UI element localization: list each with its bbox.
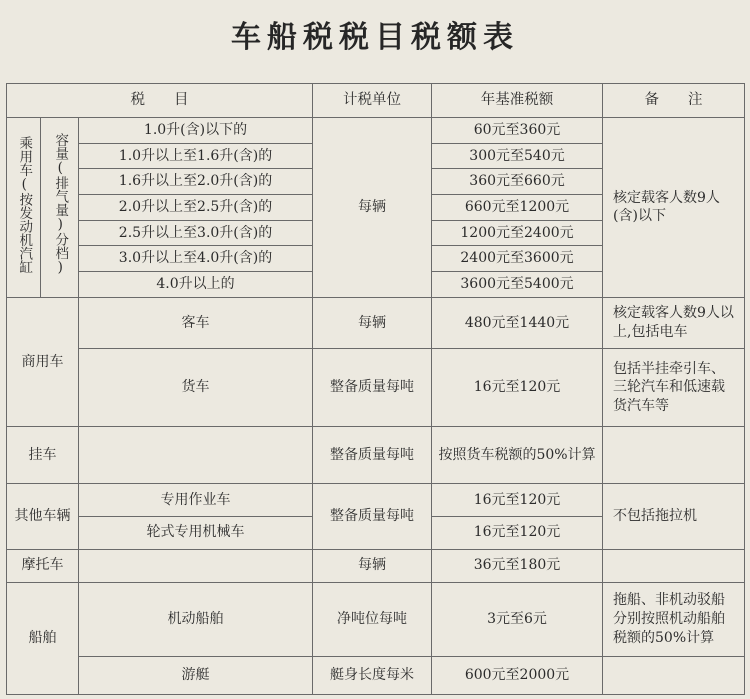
- other-row-amount: 16元至120元: [432, 484, 603, 517]
- yacht-label: 游艇: [79, 656, 313, 694]
- passenger-row-amount: 300元至540元: [432, 143, 603, 169]
- passenger-row-label: 2.0升以上至2.5升(含)的: [79, 195, 313, 221]
- truck-note: 包括半挂牵引车、三轮汽车和低速载货汽车等: [603, 349, 745, 427]
- other-note: 不包括拖拉机: [603, 484, 745, 550]
- motorcycle-amount: 36元至180元: [432, 549, 603, 582]
- passenger-row-amount: 360元至660元: [432, 169, 603, 195]
- commercial-category: 商用车: [7, 297, 79, 427]
- passenger-row-amount: 60元至360元: [432, 117, 603, 143]
- passenger-row-label: 4.0升以上的: [79, 272, 313, 298]
- other-category: 其他车辆: [7, 484, 79, 550]
- bus-label: 客车: [79, 297, 313, 348]
- yacht-unit: 艇身长度每米: [313, 656, 432, 694]
- other-unit: 整备质量每吨: [313, 484, 432, 550]
- bus-note: 核定载客人数9人以上,包括电车: [603, 297, 745, 348]
- motorcycle-label: [79, 549, 313, 582]
- motorcycle-category: 摩托车: [7, 549, 79, 582]
- table-row: [7, 656, 745, 694]
- motor-vessel-label: 机动船舶: [79, 582, 313, 656]
- passenger-row-label: 1.0升以上至1.6升(含)的: [79, 143, 313, 169]
- vessel-category: 船舶: [7, 582, 79, 694]
- passenger-row-label: 2.5升以上至3.0升(含)的: [79, 220, 313, 246]
- header-note: 备 注: [603, 84, 745, 118]
- other-row-label: 专用作业车: [79, 484, 313, 517]
- table-row: [7, 297, 745, 348]
- header-row: [7, 84, 745, 118]
- passenger-row-label: 1.0升(含)以下的: [79, 117, 313, 143]
- motor-vessel-unit: 净吨位每吨: [313, 582, 432, 656]
- table-row: [7, 349, 745, 427]
- header-amount: 年基准税额: [432, 84, 603, 118]
- passenger-category-col2: 容量(排气量)分档): [41, 117, 79, 297]
- passenger-unit: 每辆: [313, 117, 432, 297]
- table-row: [7, 582, 745, 656]
- page-title: 车船税税目税额表: [231, 20, 519, 55]
- table-row: [7, 427, 745, 484]
- table-row: [7, 484, 745, 517]
- passenger-note: 核定载客人数9人(含)以下: [603, 117, 745, 297]
- passenger-row-amount: 2400元至3600元: [432, 246, 603, 272]
- other-row-label: 轮式专用机械车: [79, 516, 313, 549]
- trailer-note: [603, 427, 745, 484]
- yacht-amount: 600元至2000元: [432, 656, 603, 694]
- truck-unit: 整备质量每吨: [313, 349, 432, 427]
- passenger-row-amount: 660元至1200元: [432, 195, 603, 221]
- yacht-note: [603, 656, 745, 694]
- motorcycle-unit: 每辆: [313, 549, 432, 582]
- other-row-amount: 16元至120元: [432, 516, 603, 549]
- header-unit: 计税单位: [313, 84, 432, 118]
- trailer-category: 挂车: [7, 427, 79, 484]
- tax-table: [6, 83, 745, 695]
- motor-vessel-note: 拖船、非机动驳船分别按照机动船舶税额的50%计算: [603, 582, 745, 656]
- bus-unit: 每辆: [313, 297, 432, 348]
- trailer-label: [79, 427, 313, 484]
- passenger-row-amount: 1200元至2400元: [432, 220, 603, 246]
- motor-vessel-amount: 3元至6元: [432, 582, 603, 656]
- table-row: [7, 549, 745, 582]
- truck-label: 货车: [79, 349, 313, 427]
- bus-amount: 480元至1440元: [432, 297, 603, 348]
- table-row: [7, 117, 745, 143]
- trailer-unit: 整备质量每吨: [313, 427, 432, 484]
- passenger-row-label: 3.0升以上至4.0升(含)的: [79, 246, 313, 272]
- trailer-amount: 按照货车税额的50%计算: [432, 427, 603, 484]
- passenger-row-amount: 3600元至5400元: [432, 272, 603, 298]
- passenger-row-label: 1.6升以上至2.0升(含)的: [79, 169, 313, 195]
- motorcycle-note: [603, 549, 745, 582]
- passenger-category-col1: 乘用车(按发动机汽缸: [7, 117, 41, 297]
- truck-amount: 16元至120元: [432, 349, 603, 427]
- header-item: 税 目: [7, 84, 313, 118]
